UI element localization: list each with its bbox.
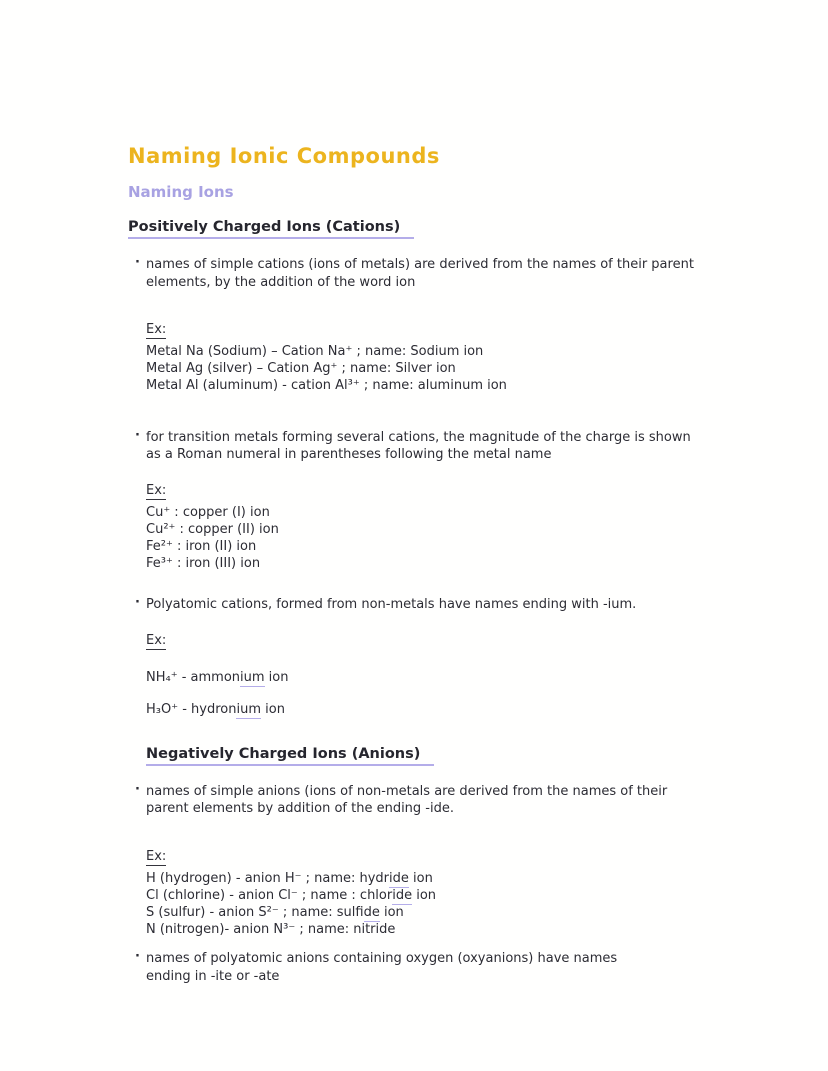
example-block-metals: [146, 318, 708, 395]
ex-line-iron-2: Fe²⁺ : iron (II) ion: [146, 538, 257, 554]
underlined-suffix: ium: [240, 669, 265, 685]
underlined-suffix: ide: [392, 887, 413, 903]
section-heading-cations: Positively Charged Ions (Cations): [128, 219, 414, 239]
ex-line-sodium: Metal Na (Sodium) – Cation Na⁺ ; name: Sodium ion: [146, 344, 484, 360]
example-block-polyatomic: [146, 629, 708, 719]
ex-line-ammonium: [146, 670, 708, 687]
example-label: Ex:: [146, 322, 167, 338]
underlined-suffix: ium: [236, 701, 261, 717]
ex-line-aluminum: Metal Al (aluminum) - cation Al³⁺ ; name: aluminum ion: [146, 377, 507, 393]
ex-line-text: ion: [408, 870, 433, 886]
ex-line-copper-2: Cu²⁺ : copper (II) ion: [146, 521, 279, 537]
ex-line-text: H (hydrogen) - anion H⁻ ; name: hydr: [146, 870, 390, 886]
bullet-simple-anions: · names of simple anions (ions of non-metals are derived from the names of their parent elements by addition of the ending -ide.: [128, 783, 694, 818]
ex-line-hydride: [146, 871, 708, 888]
spacer: [128, 572, 708, 596]
ex-line-text: Cl (chlorine) - anion Cl⁻ ; name : chlor: [146, 887, 393, 903]
ex-line-sulfide: [146, 905, 708, 922]
spacer: [128, 719, 708, 743]
example-block-anions: [146, 845, 708, 939]
page-subtitle: Naming Ions: [128, 183, 234, 201]
ex-line-text: N (nitrogen)- anion N³⁻ ; name: nitride: [146, 921, 396, 937]
ex-line-text: NH₄⁺ - ammon: [146, 669, 241, 685]
example-label: Ex:: [146, 482, 167, 498]
example-label: Ex:: [146, 632, 167, 648]
page-title: Naming Ionic Compounds: [128, 144, 440, 168]
bullet-transition-metals: · for transition metals forming several cations, the magnitude of the charge is shown as a Roman numeral in parentheses following the metal name: [128, 429, 708, 464]
ex-line-iron-3: Fe³⁺ : iron (III) ion: [146, 555, 261, 571]
example-block-transition: [146, 479, 708, 573]
spacer: [128, 938, 708, 950]
ex-line-hydronium: [146, 702, 708, 719]
ex-line-text: ion: [379, 904, 404, 920]
bullet-oxyanions: · names of polyatomic anions containing oxygen (oxyanions) have names ending in -ite or -ate: [128, 950, 662, 985]
ex-line-nitride: [146, 922, 708, 939]
spacer: [128, 833, 708, 845]
ex-line-text: S (sulfur) - anion S²⁻ ; name: sulf: [146, 904, 364, 920]
bullet-simple-cations: · names of simple cations (ions of metals) are derived from the names of their parent elements, by the addition of the word ion: [128, 256, 708, 291]
example-label: Ex:: [146, 848, 167, 864]
underlined-suffix: ide: [389, 870, 409, 886]
ex-line-text: H₃O⁺ - hydron: [146, 701, 237, 717]
ex-line-copper-1: Cu⁺ : copper (I) ion: [146, 504, 270, 520]
spacer: [128, 395, 708, 429]
ex-line-chloride: [146, 888, 708, 905]
underlined-suffix: ide: [363, 904, 380, 920]
notes-content: [128, 144, 708, 1001]
bullet-polyatomic-cations: · Polyatomic cations, formed from non-metals have names ending with -ium.: [128, 596, 706, 614]
ex-line-text: ion: [261, 701, 285, 717]
section-heading-anions: Negatively Charged Ions (Anions): [146, 746, 434, 766]
ex-line-text: ion: [412, 887, 437, 903]
spacer: [128, 306, 708, 318]
ex-line-silver: Metal Ag (silver) – Cation Ag⁺ ; name: Silver ion: [146, 360, 456, 376]
ex-line-text: ion: [264, 669, 289, 685]
